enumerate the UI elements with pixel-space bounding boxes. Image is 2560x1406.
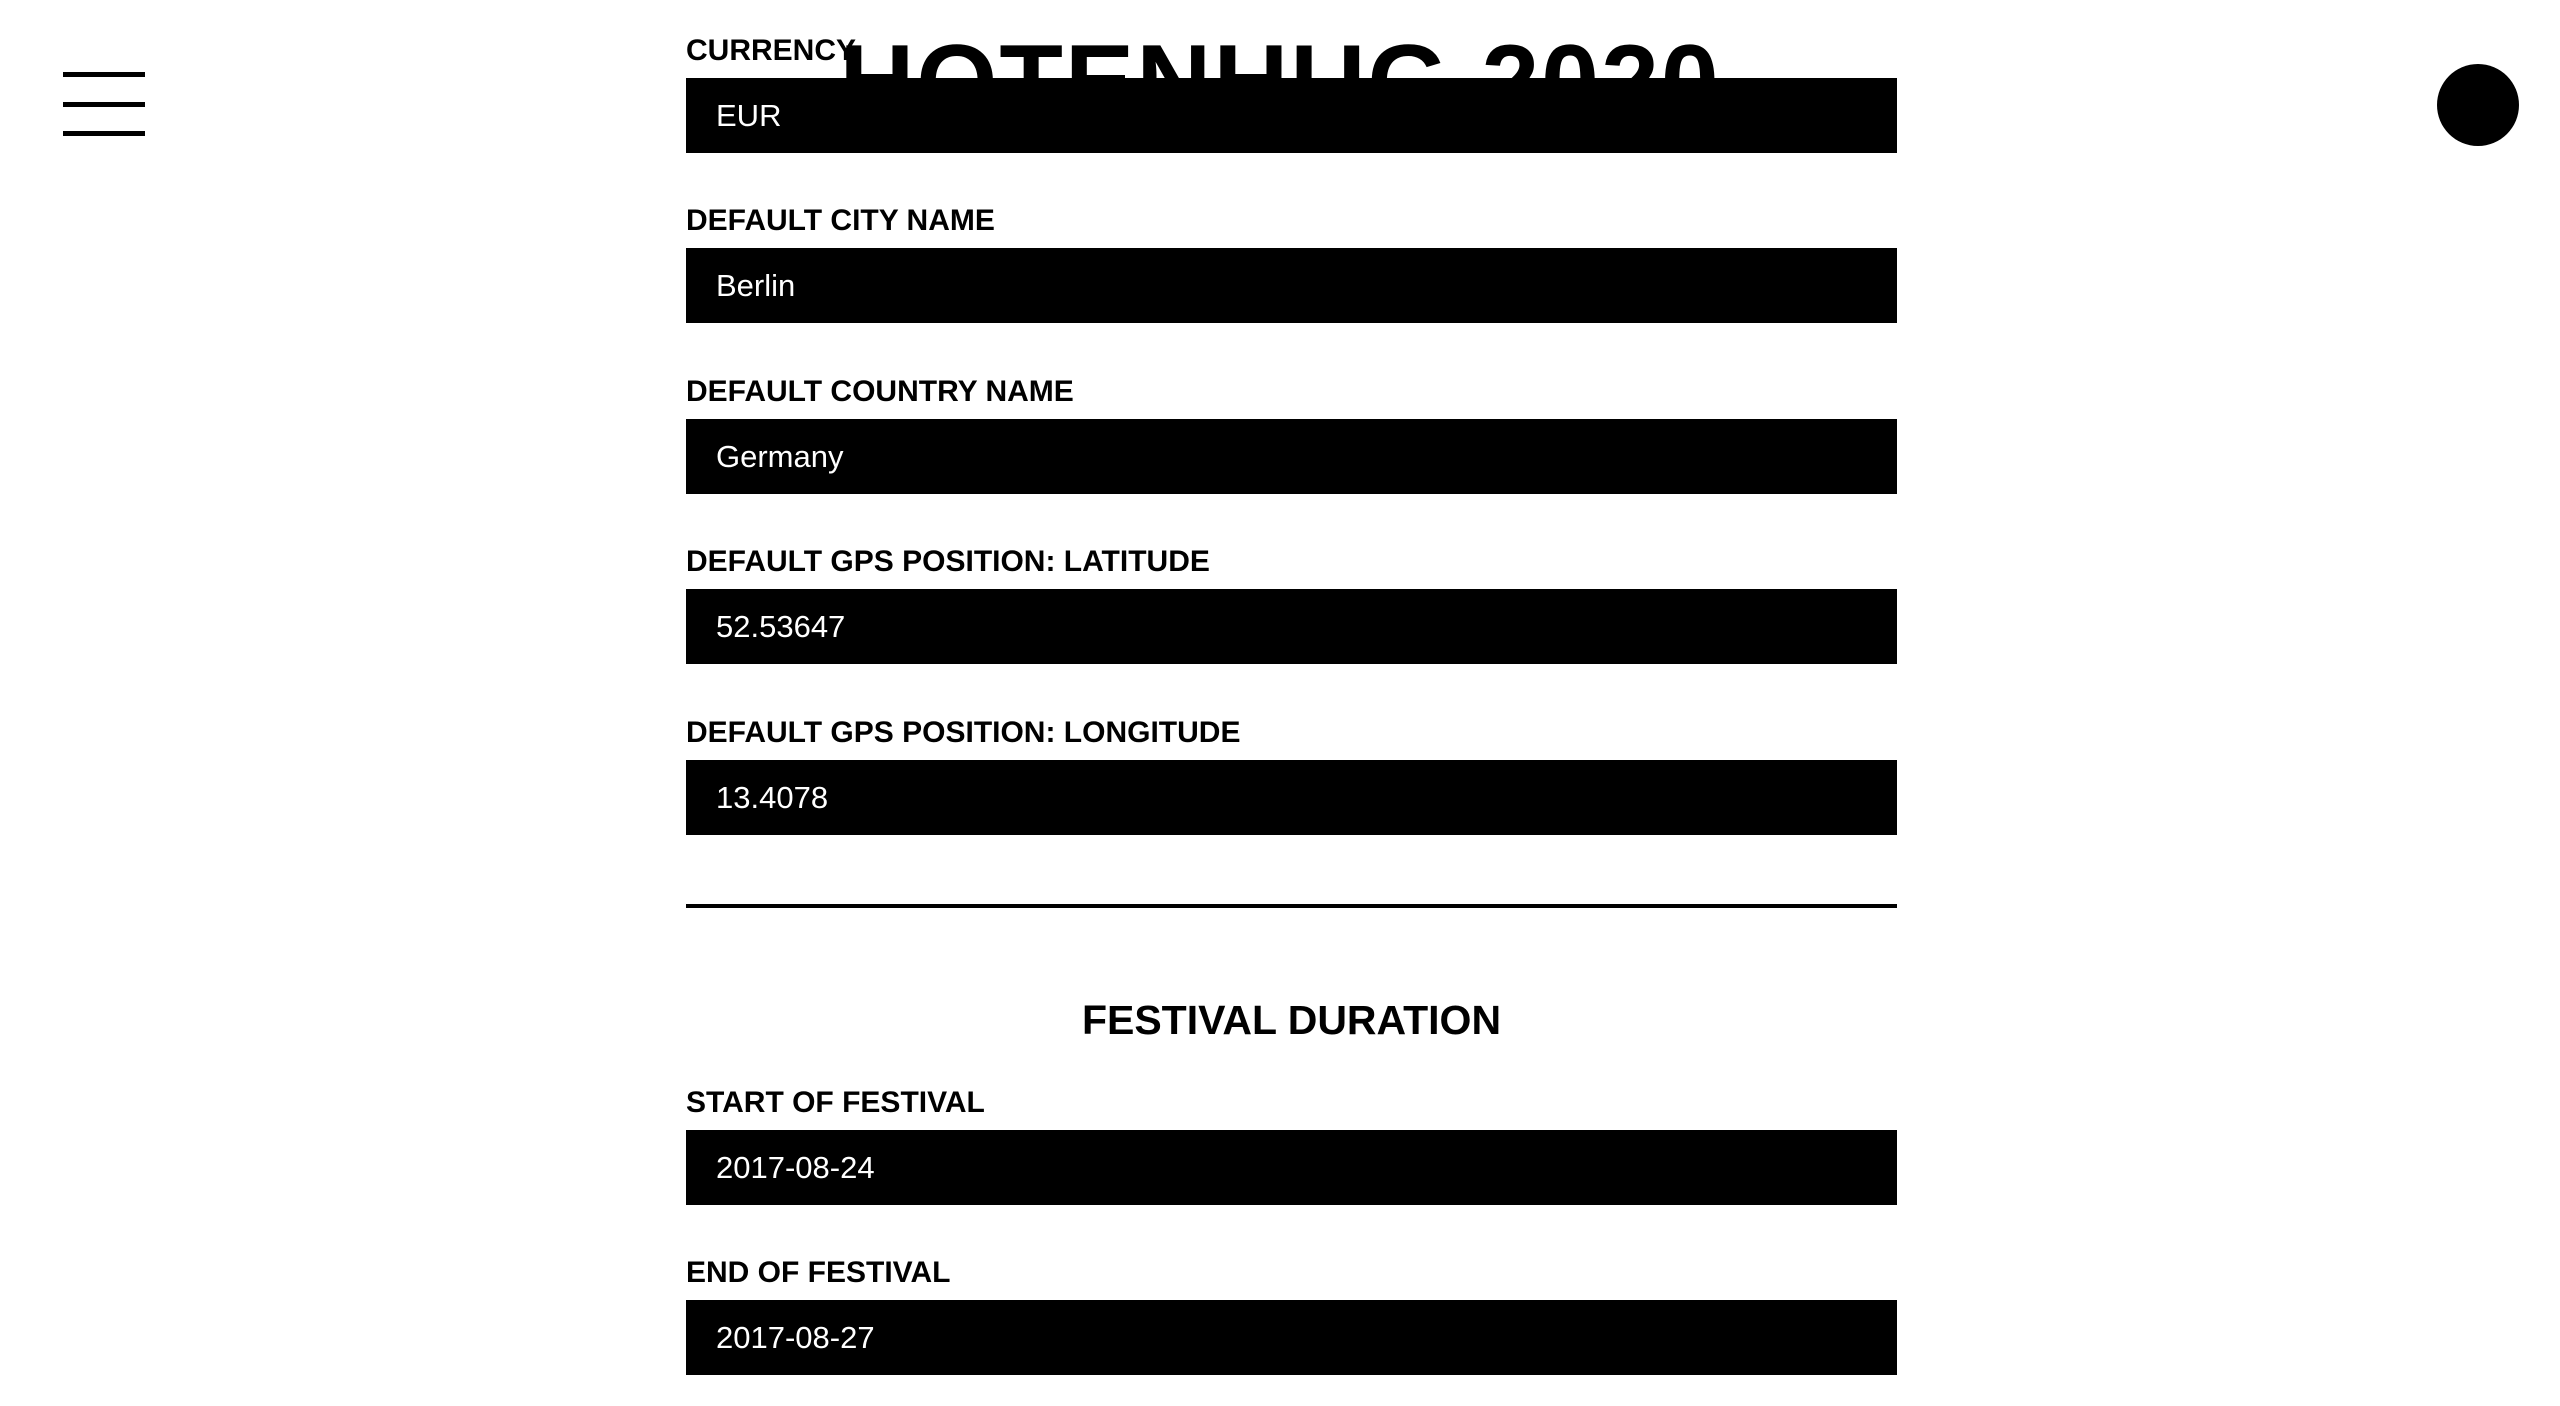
menu-bar <box>63 131 145 136</box>
city-label: DEFAULT CITY NAME <box>686 204 995 237</box>
city-input[interactable] <box>686 248 1897 323</box>
latitude-label: DEFAULT GPS POSITION: LATITUDE <box>686 545 1210 578</box>
menu-button[interactable] <box>63 72 145 138</box>
festival-duration-heading: FESTIVAL DURATION <box>1081 997 1502 1043</box>
start-date-label: START OF FESTIVAL <box>686 1086 985 1119</box>
end-date-input[interactable] <box>686 1300 1897 1375</box>
end-date-label: END OF FESTIVAL <box>686 1256 951 1289</box>
start-date-input[interactable] <box>686 1130 1897 1205</box>
longitude-label: DEFAULT GPS POSITION: LONGITUDE <box>686 716 1241 749</box>
currency-input[interactable] <box>686 78 1897 153</box>
section-divider <box>686 904 1897 908</box>
latitude-input[interactable] <box>686 589 1897 664</box>
longitude-input[interactable] <box>686 760 1897 835</box>
user-avatar-button[interactable] <box>2437 64 2519 146</box>
menu-bar <box>63 102 145 107</box>
menu-bar <box>63 72 145 77</box>
country-label: DEFAULT COUNTRY NAME <box>686 375 1074 408</box>
currency-label: CURRENCY <box>686 34 857 67</box>
country-input[interactable] <box>686 419 1897 494</box>
